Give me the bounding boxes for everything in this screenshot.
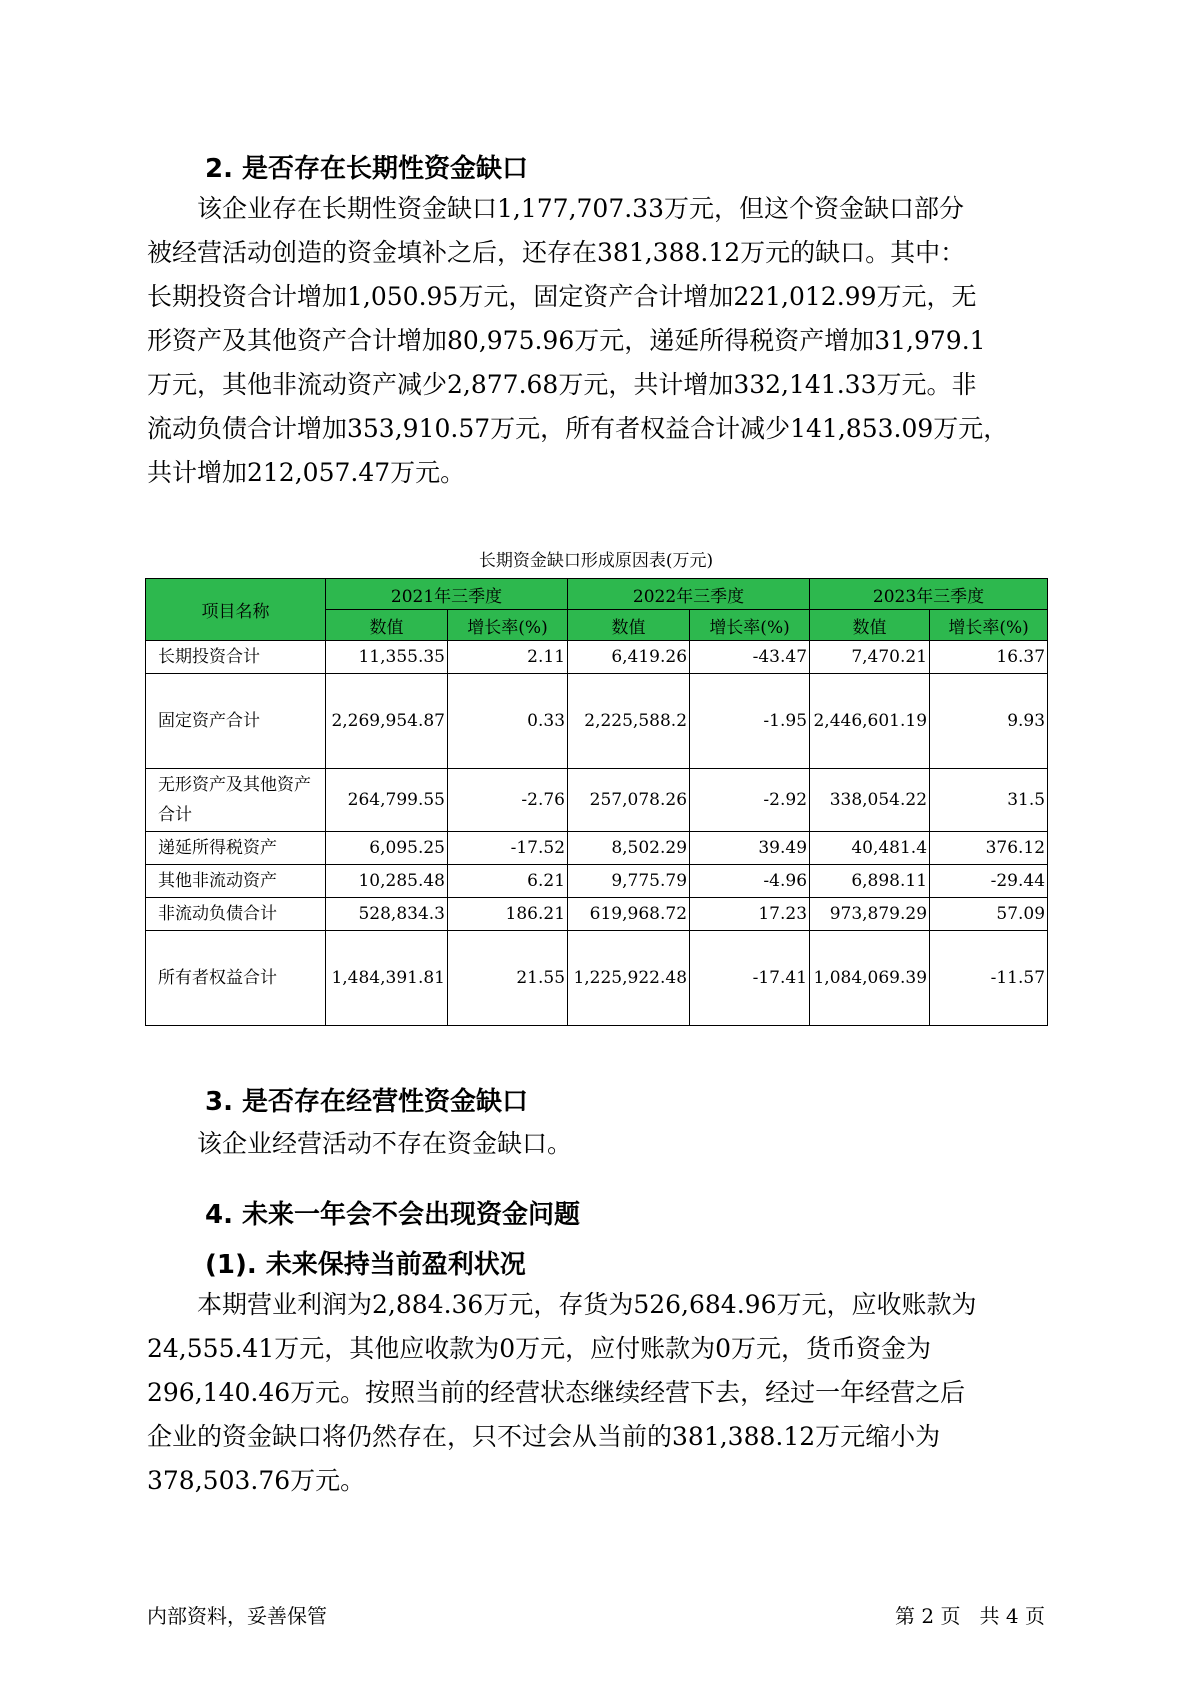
section-2-paragraph <box>147 187 1045 495</box>
value-2021: 11,355.35 <box>326 641 448 674</box>
value-2023: 973,879.29 <box>810 898 930 931</box>
growth-2022: -2.92 <box>690 769 810 832</box>
header-value: 数值 <box>568 610 690 641</box>
table-row <box>146 674 1048 769</box>
growth-2023: 9.93 <box>930 674 1048 769</box>
paragraph-line: 企业的资金缺口将仍然存在，只不过会从当前的381,388.12万元缩小为 <box>147 1422 941 1451</box>
value-2021: 2,269,954.87 <box>326 674 448 769</box>
header-period-2021: 2021年三季度 <box>326 579 568 610</box>
value-2023: 6,898.11 <box>810 865 930 898</box>
paragraph-line: 形资产及其他资产合计增加80,975.96万元，递延所得税资产增加31,979.1 <box>147 326 986 355</box>
paragraph-line: 共计增加212,057.47万元。 <box>147 458 466 487</box>
growth-2021: 2.11 <box>448 641 568 674</box>
value-2022: 2,225,588.2 <box>568 674 690 769</box>
growth-2023: 376.12 <box>930 832 1048 865</box>
growth-2021: 186.21 <box>448 898 568 931</box>
value-2023: 7,470.21 <box>810 641 930 674</box>
header-growth: 增长率(%) <box>690 610 810 641</box>
table-caption: 长期资金缺口形成原因表(万元) <box>478 551 714 571</box>
header-growth: 增长率(%) <box>448 610 568 641</box>
row-name: 长期投资合计 <box>146 641 326 674</box>
header-period-2022: 2022年三季度 <box>568 579 810 610</box>
paragraph-line: 万元，其他非流动资产减少2,877.68万元，共计增加332,141.33万元。非 <box>147 370 977 399</box>
value-2022: 619,968.72 <box>568 898 690 931</box>
growth-2021: 6.21 <box>448 865 568 898</box>
row-name: 所有者权益合计 <box>146 931 326 1026</box>
value-2023: 1,084,069.39 <box>810 931 930 1026</box>
value-2021: 1,484,391.81 <box>326 931 448 1026</box>
section-4-paragraph <box>147 1283 1045 1503</box>
value-2021: 264,799.55 <box>326 769 448 832</box>
value-2022: 6,419.26 <box>568 641 690 674</box>
section-2-heading: 2. 是否存在长期性资金缺口 <box>205 154 529 184</box>
row-name: 固定资产合计 <box>146 674 326 769</box>
growth-2021: 0.33 <box>448 674 568 769</box>
paragraph-line: 该企业存在长期性资金缺口1,177,707.33万元，但这个资金缺口部分 <box>197 194 964 223</box>
table-row <box>146 931 1048 1026</box>
growth-2022: -43.47 <box>690 641 810 674</box>
header-value: 数值 <box>810 610 930 641</box>
row-name: 递延所得税资产 <box>146 832 326 865</box>
header-value: 数值 <box>326 610 448 641</box>
growth-2022: 39.49 <box>690 832 810 865</box>
paragraph-line: 本期营业利润为2,884.36万元，存货为526,684.96万元，应收账款为 <box>197 1290 977 1319</box>
section-3-paragraph <box>147 1122 1045 1166</box>
footer-page-number: 第 2 页 共 4 页 <box>895 1604 1045 1628</box>
section-4-subheading: (1). 未来保持当前盈利状况 <box>205 1250 526 1280</box>
row-name: 非流动负债合计 <box>146 898 326 931</box>
growth-2023: 16.37 <box>930 641 1048 674</box>
table-row <box>146 832 1048 865</box>
growth-2021: -2.76 <box>448 769 568 832</box>
paragraph-line: 被经营活动创造的资金填补之后，还存在381,388.12万元的缺口。其中： <box>147 238 966 267</box>
growth-2022: -4.96 <box>690 865 810 898</box>
table-row <box>146 898 1048 931</box>
value-2022: 257,078.26 <box>568 769 690 832</box>
row-name: 无形资产及其他资产合计 <box>146 769 326 832</box>
row-name: 其他非流动资产 <box>146 865 326 898</box>
header-item-name: 项目名称 <box>146 579 326 641</box>
long-term-funding-gap-table <box>145 578 1048 1026</box>
table-row <box>146 769 1048 832</box>
value-2022: 1,225,922.48 <box>568 931 690 1026</box>
growth-2022: -17.41 <box>690 931 810 1026</box>
value-2021: 6,095.25 <box>326 832 448 865</box>
growth-2023: 57.09 <box>930 898 1048 931</box>
value-2023: 338,054.22 <box>810 769 930 832</box>
value-2021: 528,834.3 <box>326 898 448 931</box>
paragraph-line: 296,140.46万元。按照当前的经营状态继续经营下去，经过一年经营之后 <box>147 1378 966 1407</box>
paragraph-line: 378,503.76万元。 <box>147 1466 366 1495</box>
paragraph-line: 该企业经营活动不存在资金缺口。 <box>197 1129 573 1158</box>
paragraph-line: 长期投资合计增加1,050.95万元，固定资产合计增加221,012.99万元，无 <box>147 282 977 311</box>
table-row <box>146 865 1048 898</box>
header-period-2023: 2023年三季度 <box>810 579 1048 610</box>
growth-2021: 21.55 <box>448 931 568 1026</box>
value-2021: 10,285.48 <box>326 865 448 898</box>
section-4-heading: 4. 未来一年会不会出现资金问题 <box>205 1200 581 1230</box>
growth-2022: -1.95 <box>690 674 810 769</box>
value-2023: 2,446,601.19 <box>810 674 930 769</box>
growth-2023: 31.5 <box>930 769 1048 832</box>
value-2023: 40,481.4 <box>810 832 930 865</box>
value-2022: 8,502.29 <box>568 832 690 865</box>
growth-2023: -29.44 <box>930 865 1048 898</box>
header-growth: 增长率(%) <box>930 610 1048 641</box>
value-2022: 9,775.79 <box>568 865 690 898</box>
paragraph-line: 流动负债合计增加353,910.57万元，所有者权益合计减少141,853.09万元， <box>147 414 1009 443</box>
paragraph-line: 24,555.41万元，其他应收款为0万元，应付账款为0万元，货币资金为 <box>147 1334 932 1363</box>
growth-2023: -11.57 <box>930 931 1048 1026</box>
table-row <box>146 641 1048 674</box>
growth-2022: 17.23 <box>690 898 810 931</box>
footer-confidential-note: 内部资料，妥善保管 <box>147 1604 327 1628</box>
section-3-heading: 3. 是否存在经营性资金缺口 <box>205 1087 529 1117</box>
growth-2021: -17.52 <box>448 832 568 865</box>
